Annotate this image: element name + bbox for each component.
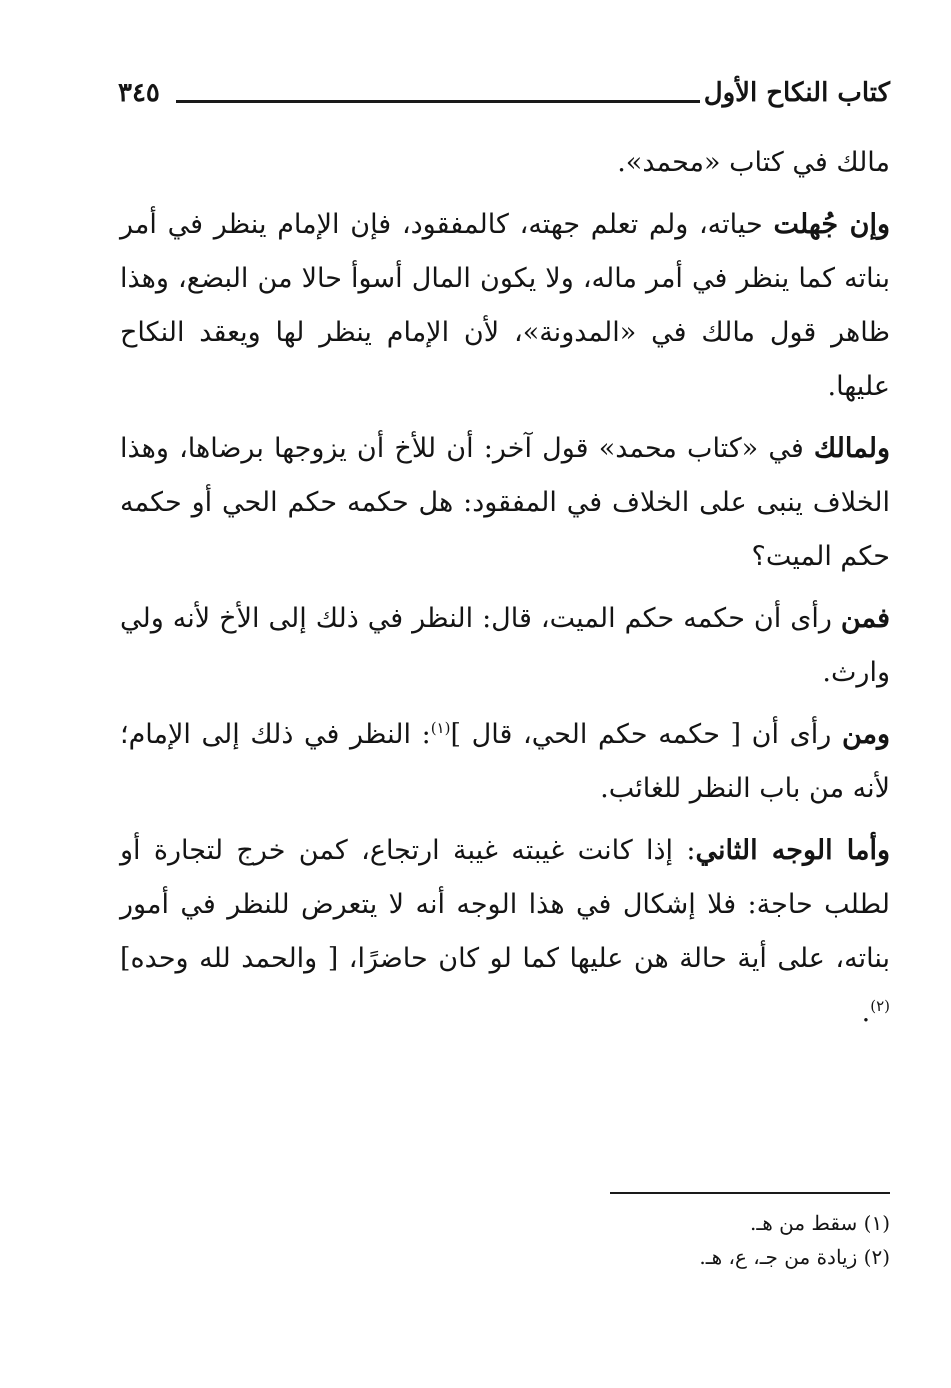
running-header [118,78,890,122]
paragraph-1-text: حياته، ولم تعلم جهته، كالمفقود، فإن الإمام ينظر في أمر بناته كما ينظر في أمر ماله، ولا يكون المال أسوأ حالا من البضع، وهذا ظاهر قول مالك في «المدونة»، لأن الإمام ينظر لها ويعقد النكاح عليها. [120,209,890,402]
paragraph-2-text: في «كتاب محمد» قول آخر: أن للأخ أن يزوجها برضاها، وهذا الخلاف ينبى على الخلاف في المفقود: هل حكمه حكم الحي أو حكمه حكم الميت؟ [120,433,890,572]
paragraph-3-text: رأى أن حكمه حكم الميت، قال: النظر في ذلك إلى الأخ لأنه ولي وارث. [120,603,890,688]
body-text [120,136,890,1048]
footnotes [400,1206,890,1274]
paragraph-0-text: مالك في كتاب «محمد». [617,147,890,178]
page-number: ٣٤٥ [118,78,160,108]
footnote-ref-2: (٢) [870,997,890,1015]
paragraph-1 [120,198,890,414]
footnote-ref-1: (١) [430,719,451,737]
footnote-2: (٢) زيادة من جـ، ع، هـ. [699,1245,890,1269]
paragraph-4-lead: ومن [841,719,890,750]
header-rule [176,100,700,103]
paragraph-4 [120,708,890,816]
paragraph-4-end: : النظر في ذلك إلى الإمام؛ لأنه من باب النظر للغائب. [120,719,890,804]
paragraph-5 [120,824,890,1040]
paragraph-5-end: . [861,997,871,1028]
paragraph-5-lead: وأما الوجه الثاني [695,835,890,866]
paragraph-2-lead: ولمالك [813,433,890,464]
chapter-title: كتاب النكاح الأول [703,78,890,108]
paragraph-1-lead: وإن جُهلت [773,209,890,240]
paragraph-3 [120,592,890,700]
footnote-rule [610,1192,890,1194]
footnote-1: (١) سقط من هـ. [750,1211,890,1235]
paragraph-5-text: : إذا كانت غيبته غيبة ارتجاع، كمن خرج لتجارة أو لطلب حاجة: فلا إشكال في هذا الوجه أنه لا يتعرض للنظر في أمور بناته، على أية حالة هن عليها كما لو كان حاضرًا، [ والحمد لله وحده] [120,835,890,974]
paragraph-2 [120,422,890,584]
paragraph-3-lead: فمن [840,603,890,634]
paragraph-0 [120,136,890,190]
paragraph-4-text: رأى أن [ حكمه حكم الحي، قال ] [450,719,842,750]
